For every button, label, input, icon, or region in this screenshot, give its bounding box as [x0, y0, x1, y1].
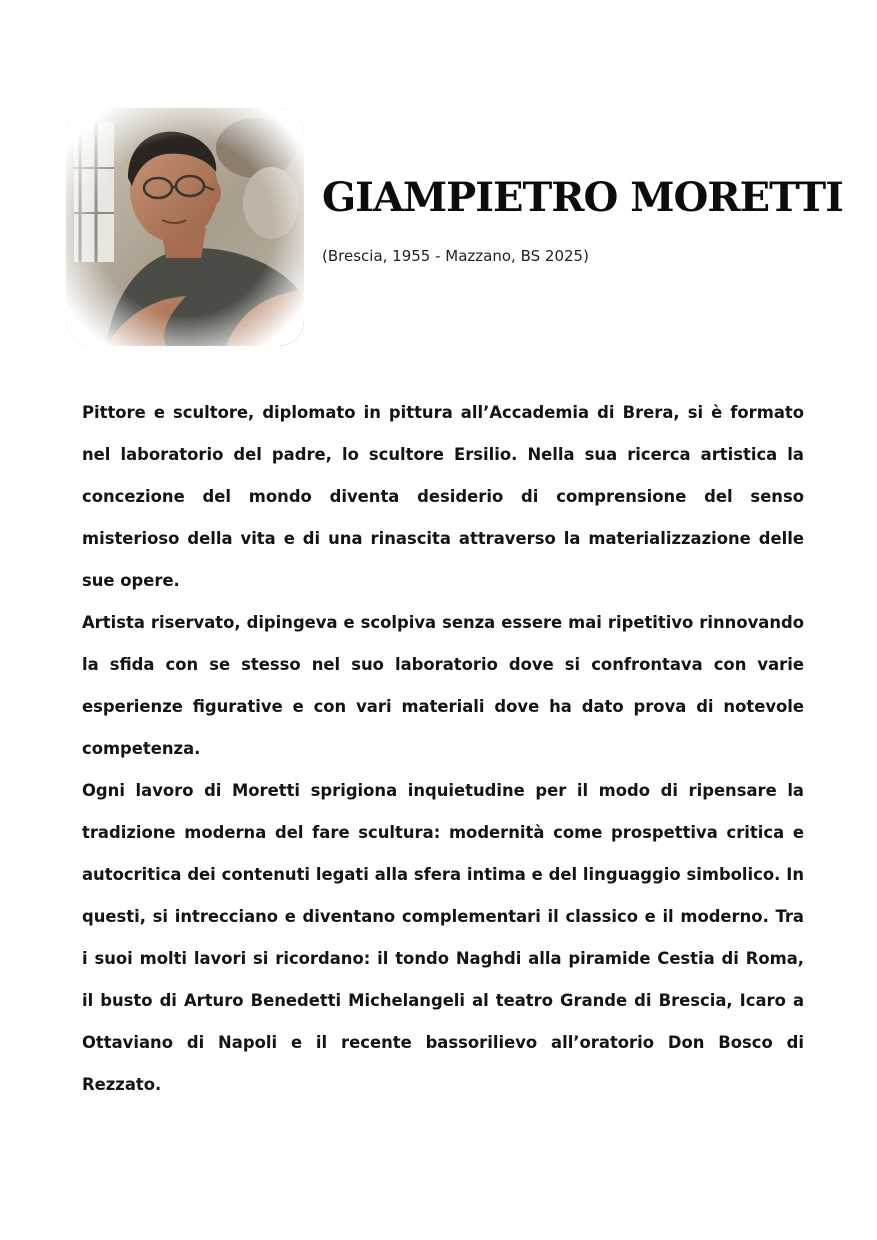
biography-text [82, 392, 804, 1106]
biography-paragraph: Pittore e scultore, diplomato in pittura all’Accademia di Brera, si è formato nel laboratorio del padre, lo scultore Ersilio. Nella sua ricerca artistica la concezione del mondo diventa desiderio di comprensione del senso misterioso della vita e di una rinascita attraverso la materializzazione delle sue opere. [82, 403, 804, 590]
artist-name: GIAMPIETRO MORETTI [322, 174, 843, 221]
biography-paragraph: Ogni lavoro di Moretti sprigiona inquietudine per il modo di ripensare la tradizione moderna del fare scultura: modernità come prospettiva critica e autocritica dei contenuti legati alla sfera intima e del linguaggio simbolico. In questi, si intrecciano e diventano complementari il classico e il moderno. Tra i suoi molti lavori si ricordano: il tondo Naghdi alla piramide Cestia di Roma, il busto di Arturo Benedetti Michelangeli al teatro Grande di Brescia, Icaro a Ottaviano di Napoli e il recente bassorilievo all’oratorio Don Bosco di Rezzato. [82, 781, 804, 1094]
portrait-photo [66, 108, 304, 346]
artist-dates: (Brescia, 1955 - Mazzano, BS 2025) [322, 247, 589, 265]
biography-paragraph: Artista riservato, dipingeva e scolpiva senza essere mai ripetitivo rinnovando la sfida con se stesso nel suo laboratorio dove si confrontava con varie esperienze figurative e con vari materiali dove ha dato prova di notevole competenza. [82, 613, 804, 758]
